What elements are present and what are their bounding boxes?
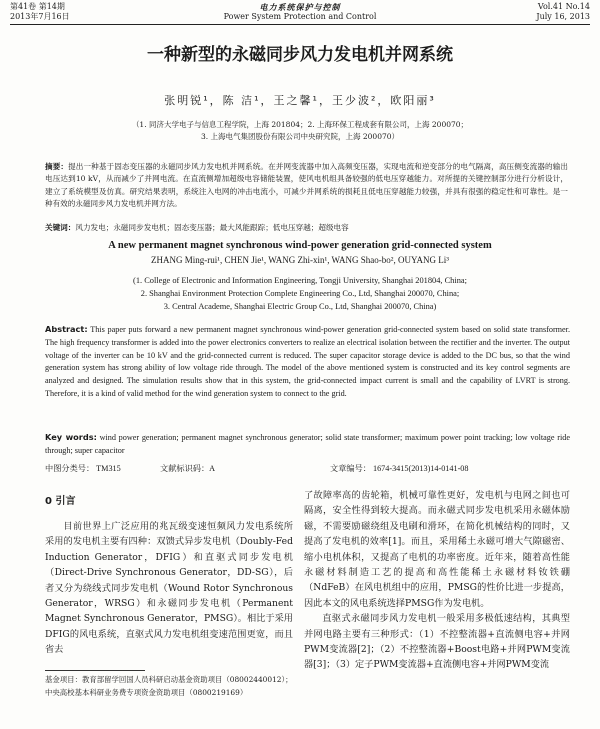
abstract-en-text: This paper puts forward a new permanent magnet synchronous wind-power generation grid-connected system based on solid state transformer. The high frequency transformer is added into the power electronics converters to realize an electrical isolation between the rectifier and the inverter. The output voltage of the inverter can be 10 kV and the grid-connected current is reduced. The super capacitor storage device is added to the DC bus, so that the wind generation system has strong ability of low voltage ride through. The model of the above mentioned system is constructed and its key control segments are analyzed and designed. The simulation results show that in this system, the grid-connected impact current is small and the capability of LVRT is strong. Therefore, it is a kind of valid method for the wind generation system to connect to the grid. [45, 325, 570, 398]
body-paragraph: 了故障率高的齿轮箱，机械可靠性更好，发电机与电网之间也可隔离，安全性得到较大提高。而永磁式同步发电机采用永磁体励磁，不需要励磁绕组及电刷和滑环，在简化机械结构的同时，又提高了发电机的效率[1]。而且，采用稀土永磁可增大气隙磁密、缩小电机体积，又提高了电机的功率密度。近年来，随着高性能永磁材料制造工艺的提高和高性能稀土永磁材料钕铁硼（NdFeB）在风电机组中的应用，PMSG的性价比进一步提高，因此本文的风电系统选择PMSG作为发电机。 [304, 490, 570, 609]
keywords-cn-label: 关键词： [45, 223, 76, 232]
authors-cn: 张明锐¹，陈 洁¹，王之馨¹，王少波²，欧阳丽³ [164, 94, 436, 107]
body-paragraph: 直驱式永磁同步风力发电机一般采用多极低速结构，其典型并网电路主要有三种形式：（1）不控整流器+直流侧电容+并网PWM变流器[2]；（2）不控整流器+Boost电路+并网PWM变流器[3]；（3）定子PWM变流器+直流侧电容+并网PWM变流 [304, 613, 570, 671]
keywords-cn-text: 风力发电；永磁同步发电机；固态变压器；最大风能跟踪；低电压穿越；超级电容 [75, 223, 349, 232]
affiliation-en-line: 2. Shanghai Environment Protection Complete Engineering Co., Ltd, Shanghai 200070, China; [140, 289, 460, 298]
paper-title-en: A new permanent magnet synchronous wind-power generation grid-connected system [108, 240, 492, 251]
abstract-cn-label: 摘要： [45, 162, 69, 171]
document-code: 文献标识码：A [160, 464, 216, 473]
right-column [304, 488, 570, 673]
section-heading: 0 引言 [45, 496, 76, 507]
keywords-en [45, 431, 570, 458]
header-journal: 电力系统保护与控制 Power System Protection and Control [223, 2, 377, 21]
keywords-en-label: Key words: [45, 432, 97, 442]
funding-footnote: 基金项目：教育部留学回国人员科研启动基金资助项目（08002440012）；中央高校基本科研业务费专项资金资助项目（0800219169） [45, 675, 293, 697]
abstract-cn-text: 提出一种基于固态变压器的永磁同步风力发电机并网系统。在并网变流器中加入高频变压器，实现电流和逆变部分的电气隔离，高压侧变流器的输出电压达到10 kV，从而减少了并网电流。在直流侧增加超级电容储能装置，使风电机组具备较强的低电压穿越能力。对所提的关键控制部分进行分析设计，建立了系统模型及仿真。研究结果表明，系统注入电网的冲击电流小，可减少并网系统的损耗且低电压穿越能力较强，并具有很强的稳定性和可靠性。是一种有效的永磁同步风力发电机并网方法。 [45, 162, 568, 208]
left-column [45, 519, 293, 658]
keywords-cn [45, 222, 568, 234]
footnote-divider [45, 670, 145, 671]
abstract-en-label: Abstract: [45, 324, 88, 334]
affiliation-en-line: 3. Central Academe, Shanghai Electric Group Co., Ltd, Shanghai 200070, China) [163, 302, 437, 311]
article-number: 文章编号： 1674-3415(2013)14-0141-08 [330, 464, 469, 473]
header-issue: 第41卷 第14期 2013年7月16日 [10, 2, 70, 21]
abstract-en [45, 323, 570, 401]
body-paragraph: 目前世界上广泛应用的兆瓦级变速恒频风力发电系统所采用的发电机主要有四种：双馈式异步发电机（Doubly-Fed Induction Generator，DFIG）和直驱式同步发电机（Direct-Drive Synchronous Generator，DD-SG），后者又分为绕线式同步发电机（Wound Rotor Synchronous Generator，WRSG）和永磁同步发电机（Permanent Magnet Synchronous Generator，PMSG）。相比于采用DFIG的风电系统，直驱式风力发电机组变速范围更宽，而且省去 [45, 521, 293, 656]
authors-en: ZHANG Ming-rui¹, CHEN Jie¹, WANG Zhi-xin¹, WANG Shao-bo², OUYANG Li³ [151, 255, 449, 265]
keywords-en-text: wind power generation; permanent magnet synchronous generator; solid state transformer; maximum power point tracking; low voltage ride through; super capacitor [45, 433, 570, 455]
clc-number: 中图分类号： TM315 [45, 464, 121, 473]
running-header [10, 2, 590, 25]
header-volume: Vol.41 No.14 July 16, 2013 [536, 2, 590, 21]
affiliation-cn-line: （1. 同济大学电子与信息工程学院，上海 201804；2. 上海环保工程成套有限公司，上海 200070； [131, 120, 469, 129]
abstract-cn [45, 161, 568, 210]
affiliation-cn-line: 3. 上海电气集团股份有限公司中央研究院，上海 200070） [200, 132, 400, 141]
affiliation-en-line: (1. College of Electronic and Information Engineering, Tongji University, Shanghai 201804, China; [133, 276, 467, 285]
paper-title-cn: 一种新型的永磁同步风力发电机并网系统 [147, 45, 453, 65]
